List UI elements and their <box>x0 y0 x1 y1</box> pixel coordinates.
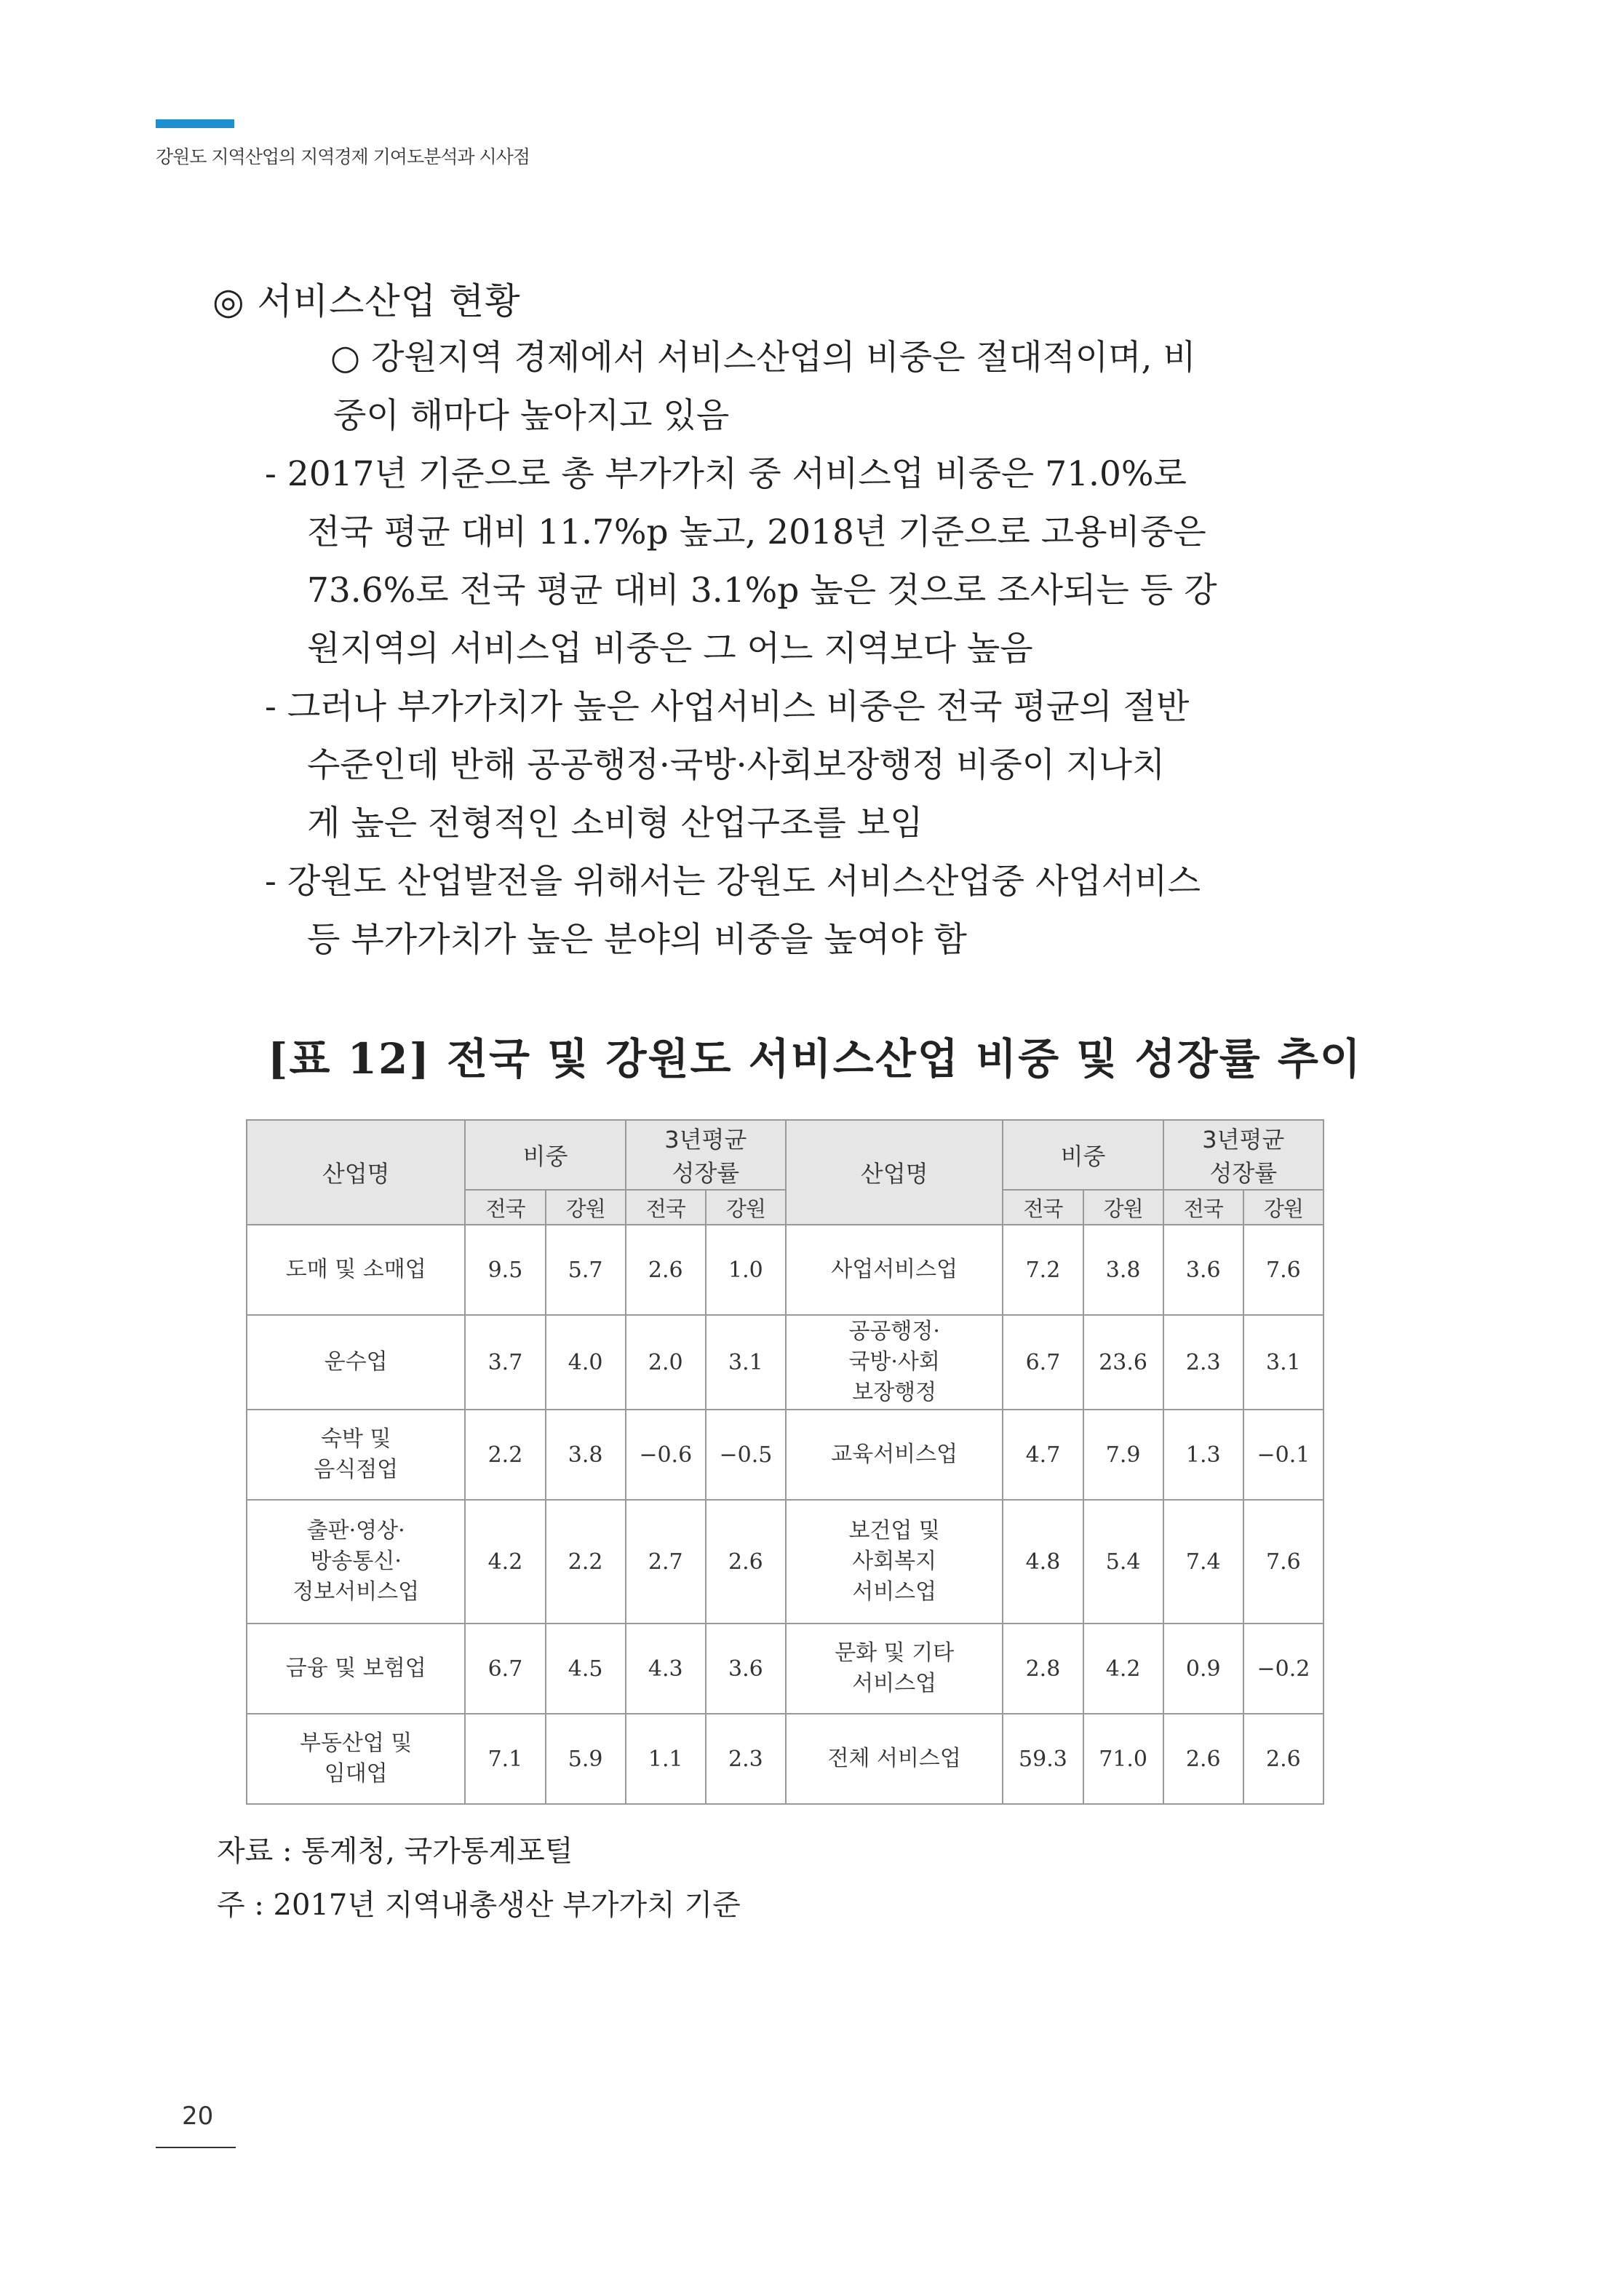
header-accent-bar <box>156 119 234 128</box>
industry-name-line: 정보서비스업 <box>292 1579 420 1605</box>
table-row <box>247 1315 1324 1410</box>
industry-name-cell <box>247 1315 465 1410</box>
table-row <box>247 1500 1324 1624</box>
industry-name-line: 문화 및 기타 <box>835 1640 955 1666</box>
table-row <box>247 1624 1324 1714</box>
value-cell: 9.5 <box>465 1225 545 1315</box>
header-growth-line2: 성장률 <box>672 1159 740 1187</box>
dash-line: 수준인데 반해 공공행정·국방·사회보장행정 비중이 지나치 <box>307 745 1166 785</box>
industry-name-cell <box>247 1714 465 1804</box>
dash-line: 전국 평균 대비 11.7%p 높고, 2018년 기준으로 고용비중은 <box>307 512 1206 552</box>
value-cell: 23.6 <box>1083 1315 1163 1410</box>
industry-name-line: 국방·사회 <box>848 1349 940 1375</box>
industry-name-line: 음식점업 <box>314 1457 399 1482</box>
industry-name-line: 금융 및 보험업 <box>285 1656 426 1681</box>
value-cell: 4.2 <box>1083 1624 1163 1714</box>
value-cell: 3.6 <box>1163 1225 1243 1315</box>
industry-name-line: 부동산업 및 <box>299 1730 413 1756</box>
value-cell: 7.1 <box>465 1714 545 1804</box>
header-nation: 전국 <box>1003 1190 1083 1225</box>
industry-name-line: 서비스업 <box>852 1671 937 1696</box>
page-number: 20 <box>182 2102 214 2131</box>
value-cell: 71.0 <box>1083 1714 1163 1804</box>
header-growth-line1: 3년평균 <box>664 1126 747 1153</box>
dash-line: - 그러나 부가가치가 높은 사업서비스 비중은 전국 평균의 절반 <box>265 687 1190 727</box>
header-nation: 전국 <box>1163 1190 1243 1225</box>
bullet-line: 중이 해마다 높아지고 있음 <box>333 396 730 436</box>
industry-name-line: 출판·영상· <box>306 1518 405 1543</box>
value-cell: 2.6 <box>706 1500 786 1624</box>
industry-name-cell <box>786 1714 1003 1804</box>
dash-line: 73.6%로 전국 평균 대비 3.1%p 높은 것으로 조사되는 등 강 <box>307 571 1217 611</box>
value-cell: −0.6 <box>626 1410 706 1500</box>
industry-name-cell <box>247 1624 465 1714</box>
industry-name-cell <box>786 1225 1003 1315</box>
value-cell: 1.1 <box>626 1714 706 1804</box>
value-cell: −0.5 <box>706 1410 786 1500</box>
running-header: 강원도 지역산업의 지역경제 기여도분석과 시사점 <box>156 146 530 167</box>
value-cell: 2.7 <box>626 1500 706 1624</box>
industry-name-cell <box>247 1500 465 1624</box>
value-cell: 6.7 <box>465 1624 545 1714</box>
dash-item-3 <box>265 853 1349 969</box>
service-industry-table <box>246 1119 1324 1805</box>
industry-name-cell <box>786 1500 1003 1624</box>
footnote: 주 : 2017년 지역내총생산 부가가치 기준 <box>217 1888 741 1922</box>
value-cell: 6.7 <box>1003 1315 1083 1410</box>
industry-name-line: 방송통신· <box>310 1549 402 1574</box>
header-growth <box>1163 1120 1324 1190</box>
value-cell: 2.0 <box>626 1315 706 1410</box>
value-cell: 2.3 <box>1163 1315 1243 1410</box>
value-cell: 4.5 <box>546 1624 626 1714</box>
header-share: 비중 <box>465 1120 625 1190</box>
value-cell: 4.3 <box>626 1624 706 1714</box>
value-cell: 3.1 <box>706 1315 786 1410</box>
bullet-paragraph <box>330 329 1414 445</box>
industry-name-line: 운수업 <box>324 1349 388 1375</box>
industry-name-cell <box>247 1225 465 1315</box>
dash-line: - 강원도 산업발전을 위해서는 강원도 서비스산업중 사업서비스 <box>265 862 1201 902</box>
value-cell: −0.1 <box>1243 1410 1324 1500</box>
value-cell: 7.4 <box>1163 1500 1243 1624</box>
value-cell: 2.6 <box>1163 1714 1243 1804</box>
industry-name-line: 전체 서비스업 <box>827 1746 961 1771</box>
value-cell: 2.2 <box>465 1410 545 1500</box>
value-cell: 2.6 <box>1243 1714 1324 1804</box>
header-growth-line2: 성장률 <box>1209 1159 1278 1187</box>
header-gangwon: 강원 <box>706 1190 786 1225</box>
value-cell: −0.2 <box>1243 1624 1324 1714</box>
value-cell: 4.8 <box>1003 1500 1083 1624</box>
industry-name-line: 사회복지 <box>852 1549 937 1574</box>
industry-name-line: 숙박 및 <box>320 1426 391 1452</box>
table-row <box>247 1225 1324 1315</box>
table-row <box>247 1410 1324 1500</box>
value-cell: 7.9 <box>1083 1410 1163 1500</box>
value-cell: 59.3 <box>1003 1714 1083 1804</box>
table-row <box>247 1714 1324 1804</box>
industry-name-cell <box>786 1315 1003 1410</box>
header-nation: 전국 <box>626 1190 706 1225</box>
section-title: ◎ 서비스산업 현황 <box>212 280 521 322</box>
industry-name-line: 사업서비스업 <box>831 1257 958 1282</box>
dash-line: 게 높은 전형적인 소비형 산업구조를 보임 <box>307 803 923 843</box>
industry-name-cell <box>786 1624 1003 1714</box>
value-cell: 7.2 <box>1003 1225 1083 1315</box>
value-cell: 3.6 <box>706 1624 786 1714</box>
value-cell: 2.6 <box>626 1225 706 1315</box>
dash-line: 원지역의 서비스업 비중은 그 어느 지역보다 높음 <box>307 629 1033 669</box>
value-cell: 5.7 <box>546 1225 626 1315</box>
value-cell: 3.8 <box>546 1410 626 1500</box>
industry-name-line: 임대업 <box>324 1761 388 1787</box>
value-cell: 2.3 <box>706 1714 786 1804</box>
value-cell: 3.7 <box>465 1315 545 1410</box>
header-gangwon: 강원 <box>1243 1190 1324 1225</box>
dash-item-1 <box>265 445 1349 678</box>
industry-name-line: 공공행정· <box>848 1319 940 1344</box>
header-share: 비중 <box>1003 1120 1163 1190</box>
dash-line: 등 부가가치가 높은 분야의 비중을 높여야 함 <box>307 920 967 960</box>
value-cell: 5.4 <box>1083 1500 1163 1624</box>
value-cell: 4.0 <box>546 1315 626 1410</box>
dash-line: - 2017년 기준으로 총 부가가치 중 서비스업 비중은 71.0%로 <box>265 454 1187 494</box>
value-cell: 3.1 <box>1243 1315 1324 1410</box>
industry-name-line: 도매 및 소매업 <box>285 1257 426 1282</box>
industry-name-line: 보장행정 <box>852 1380 937 1405</box>
value-cell: 1.3 <box>1163 1410 1243 1500</box>
value-cell: 7.6 <box>1243 1225 1324 1315</box>
value-cell: 7.6 <box>1243 1500 1324 1624</box>
value-cell: 1.0 <box>706 1225 786 1315</box>
industry-name-cell <box>786 1410 1003 1500</box>
industry-name-cell <box>247 1410 465 1500</box>
header-industry: 산업명 <box>247 1120 465 1225</box>
value-cell: 5.9 <box>546 1714 626 1804</box>
value-cell: 3.8 <box>1083 1225 1163 1315</box>
header-industry: 산업명 <box>786 1120 1003 1225</box>
value-cell: 2.8 <box>1003 1624 1083 1714</box>
header-gangwon: 강원 <box>1083 1190 1163 1225</box>
industry-name-line: 교육서비스업 <box>831 1442 958 1467</box>
value-cell: 4.7 <box>1003 1410 1083 1500</box>
value-cell: 0.9 <box>1163 1624 1243 1714</box>
value-cell: 4.2 <box>465 1500 545 1624</box>
source-note: 자료 : 통계청, 국가통계포털 <box>217 1835 573 1868</box>
header-growth <box>626 1120 786 1190</box>
industry-name-line: 보건업 및 <box>848 1518 940 1543</box>
header-gangwon: 강원 <box>546 1190 626 1225</box>
page-number-rule <box>156 2147 236 2148</box>
value-cell: 2.2 <box>546 1500 626 1624</box>
table-body <box>247 1225 1324 1804</box>
header-nation: 전국 <box>465 1190 545 1225</box>
dash-item-2 <box>265 678 1349 853</box>
table-title: [표 12] 전국 및 강원도 서비스산업 비중 및 성장률 추이 <box>268 1034 1362 1084</box>
bullet-line: ○ 강원지역 경제에서 서비스산업의 비중은 절대적이며, 비 <box>330 338 1196 378</box>
header-growth-line1: 3년평균 <box>1202 1126 1285 1153</box>
industry-name-line: 서비스업 <box>852 1579 937 1605</box>
